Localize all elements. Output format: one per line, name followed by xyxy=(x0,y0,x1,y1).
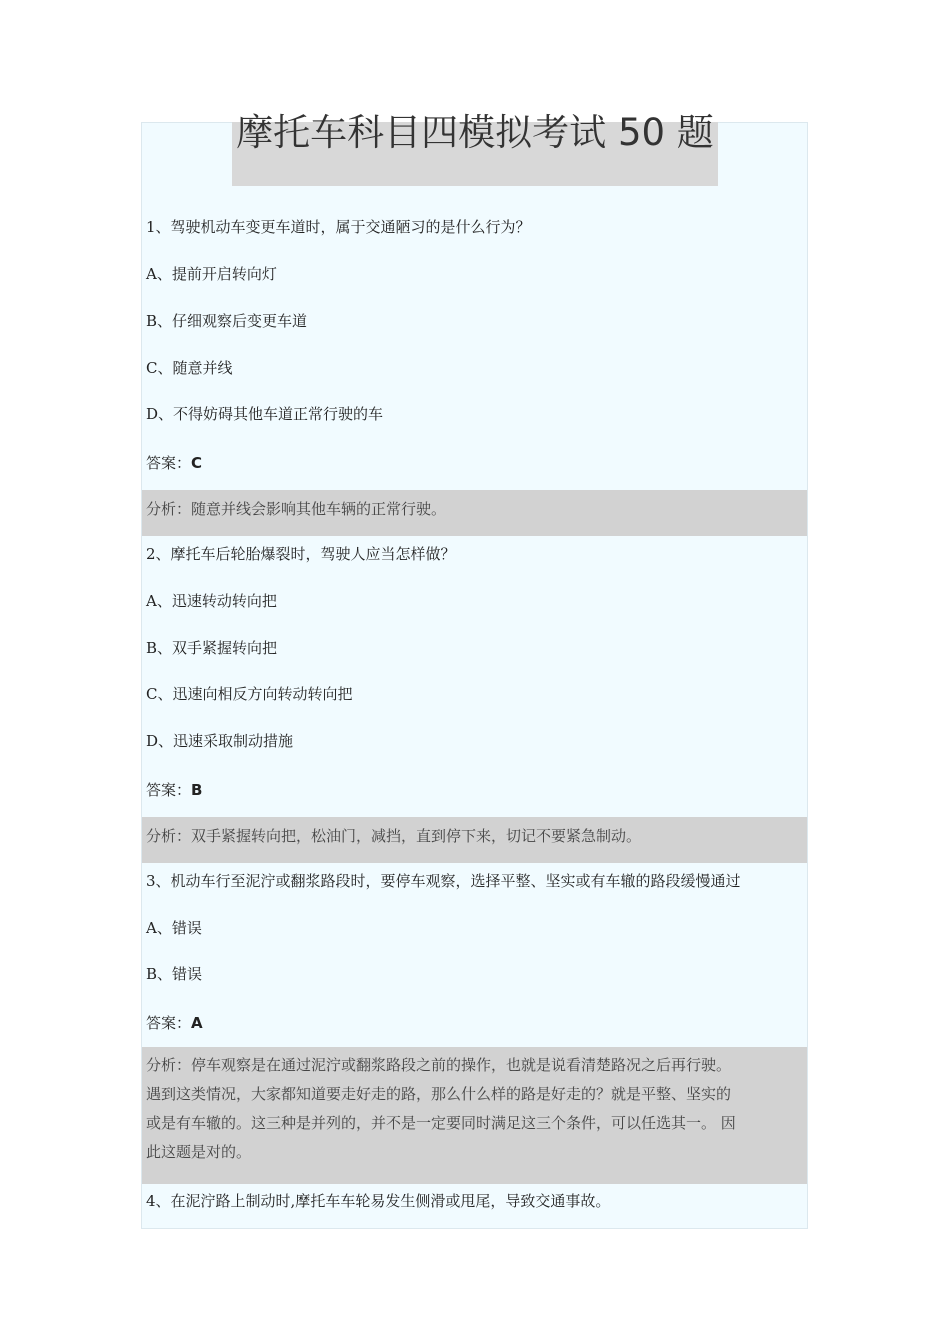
question-2-option-a: A、迅速转动转向把 xyxy=(146,592,277,610)
question-2-option-d: D、迅速采取制动措施 xyxy=(146,732,294,750)
content-panel xyxy=(141,122,808,1229)
question-2: 2、摩托车后轮胎爆裂时，驾驶人应当怎样做？ xyxy=(146,545,456,563)
question-1-option-d: D、不得妨碍其他车道正常行驶的车 xyxy=(146,405,384,423)
answer-value: A xyxy=(191,1014,203,1032)
page-title: 摩托车科目四模拟考试 50 题 xyxy=(236,111,714,154)
question-2-option-c: C、迅速向相反方向转动转向把 xyxy=(146,685,353,703)
question-1-answer xyxy=(142,452,808,474)
answer-label: 答案： xyxy=(146,1014,192,1032)
answer-label: 答案： xyxy=(146,454,192,472)
analysis-line: 分析：停车观察是在通过泥泞或翻浆路段之前的操作，也就是说看清楚路况之后再行驶。 xyxy=(146,1056,732,1074)
question-2-analysis: 分析：双手紧握转向把，松油门，减挡，直到停下来，切记不要紧急制动。 xyxy=(142,817,808,863)
question-2-answer xyxy=(142,779,808,801)
question-1-option-c: C、随意并线 xyxy=(146,359,233,377)
question-2-option-b: B、双手紧握转向把 xyxy=(146,639,278,657)
question-3: 3、机动车行至泥泞或翻浆路段时，要停车观察，选择平整、坚实或有车辙的路段缓慢通过 xyxy=(146,872,741,890)
question-1: 1、驾驶机动车变更车道时，属于交通陋习的是什么行为？ xyxy=(146,218,531,236)
question-3-option-a: A、错误 xyxy=(146,919,202,937)
answer-value: C xyxy=(191,454,203,472)
question-4: 4、在泥泞路上制动时,摩托车车轮易发生侧滑或甩尾，导致交通事故。 xyxy=(146,1192,611,1210)
analysis-line: 此这题是对的。 xyxy=(146,1143,252,1161)
question-3-answer xyxy=(142,1012,808,1034)
answer-value: B xyxy=(191,781,203,799)
analysis-line: 或是有车辙的。这三种是并列的，并不是一定要同时满足这三个条件，可以任选其一。 因 xyxy=(146,1114,736,1132)
analysis-line: 遇到这类情况，大家都知道要走好走的路，那么什么样的路是好走的？就是平整、坚实的 xyxy=(146,1085,732,1103)
question-1-analysis: 分析：随意并线会影响其他车辆的正常行驶。 xyxy=(142,490,808,536)
question-1-option-a: A、提前开启转向灯 xyxy=(146,265,277,283)
question-3-analysis xyxy=(142,1047,808,1184)
answer-label: 答案： xyxy=(146,781,192,799)
question-3-option-b: B、错误 xyxy=(146,965,203,983)
question-1-option-b: B、仔细观察后变更车道 xyxy=(146,312,308,330)
